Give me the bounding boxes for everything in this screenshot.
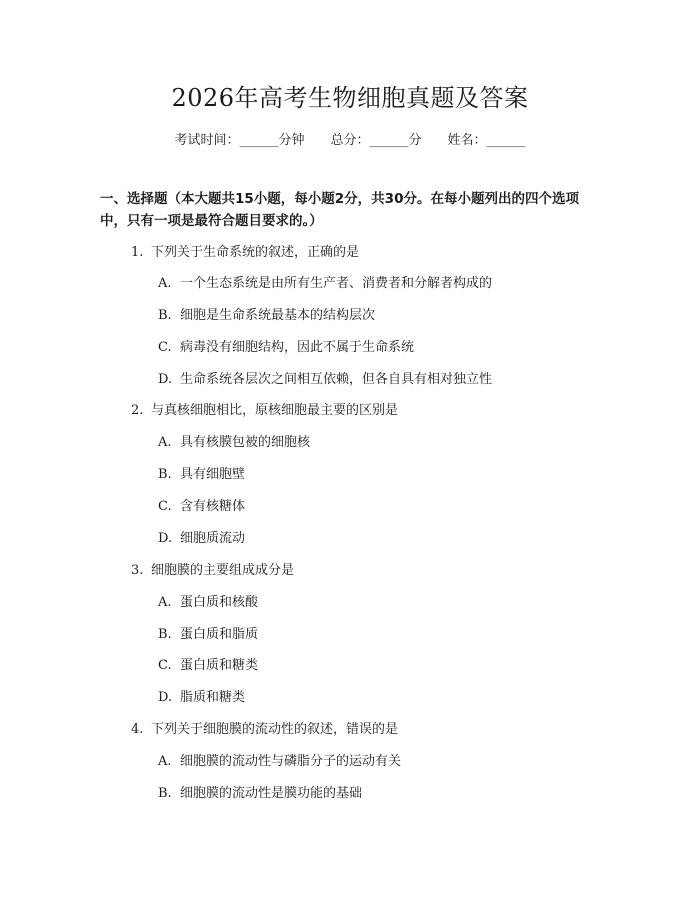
page-title: 2026年高考生物细胞真题及答案 <box>171 84 529 112</box>
question-2-option-c <box>158 497 245 517</box>
question-number: 4. <box>131 722 144 737</box>
question-3-option-b <box>158 625 258 645</box>
question-3-option-c <box>158 656 258 676</box>
option-letter: B. <box>158 467 172 482</box>
option-letter: D. <box>158 372 173 387</box>
option-letter: C. <box>158 340 172 355</box>
question-text: 细胞膜的主要组成成分是 <box>151 563 295 578</box>
question-3 <box>131 561 294 581</box>
option-text: 生命系统各层次之间相互依赖，但各自具有相对独立性 <box>180 372 493 387</box>
option-text: 病毒没有细胞结构，因此不属于生命系统 <box>180 340 415 355</box>
question-1-option-d <box>158 370 492 390</box>
option-text: 蛋白质和脂质 <box>180 627 259 642</box>
question-text: 下列关于细胞膜的流动性的叙述，错误的是 <box>151 722 399 737</box>
option-text: 蛋白质和核酸 <box>180 595 259 610</box>
option-letter: B. <box>158 627 172 642</box>
option-text: 一个生态系统是由所有生产者、消费者和分解者构成的 <box>180 276 493 291</box>
option-letter: D. <box>158 531 173 546</box>
option-text: 具有细胞壁 <box>180 467 246 482</box>
option-text: 细胞是生命系统最基本的结构层次 <box>180 308 376 323</box>
question-1-option-b <box>158 306 375 326</box>
question-1-option-a <box>158 274 492 294</box>
option-text: 具有核膜包被的细胞核 <box>180 435 311 450</box>
option-text: 蛋白质和糖类 <box>180 658 259 673</box>
question-2-option-b <box>158 465 245 485</box>
option-text: 细胞膜的流动性是膜功能的基础 <box>180 786 363 801</box>
question-number: 1. <box>131 245 144 260</box>
question-1-option-c <box>158 338 414 358</box>
option-letter: D. <box>158 690 173 705</box>
exam-info-line <box>0 131 700 151</box>
question-number: 2. <box>131 403 144 418</box>
option-text: 含有核糖体 <box>180 499 246 514</box>
exam-time-field: 考试时间：______分钟 <box>174 133 305 148</box>
option-letter: C. <box>158 499 172 514</box>
question-1 <box>131 243 359 263</box>
option-letter: C. <box>158 658 172 673</box>
question-2 <box>131 401 398 421</box>
question-4 <box>131 720 398 740</box>
question-4-option-a <box>158 752 401 772</box>
question-4-option-b <box>158 784 362 804</box>
option-letter: B. <box>158 308 172 323</box>
question-3-option-d <box>158 688 245 708</box>
option-letter: A. <box>158 754 172 769</box>
question-number: 3. <box>131 563 144 578</box>
question-text: 与真核细胞相比，原核细胞最主要的区别是 <box>151 403 399 418</box>
question-2-option-d <box>158 529 245 549</box>
question-2-option-a <box>158 433 310 453</box>
student-name-field: 姓名：______ <box>447 133 526 148</box>
question-3-option-a <box>158 593 258 613</box>
option-letter: A. <box>158 276 172 291</box>
option-letter: A. <box>158 435 172 450</box>
option-letter: A. <box>158 595 172 610</box>
option-text: 细胞膜的流动性与磷脂分子的运动有关 <box>180 754 402 769</box>
section-heading: 一、选择题（本大题共15小题，每小题2分，共30分。在每小题列出的四个选项中，只有一项是最符合题目要求的。） <box>100 191 579 229</box>
option-letter: B. <box>158 786 172 801</box>
total-score-field: 总分：______分 <box>330 133 422 148</box>
option-text: 细胞质流动 <box>180 531 246 546</box>
option-text: 脂质和糖类 <box>180 690 246 705</box>
question-text: 下列关于生命系统的叙述，正确的是 <box>151 245 360 260</box>
